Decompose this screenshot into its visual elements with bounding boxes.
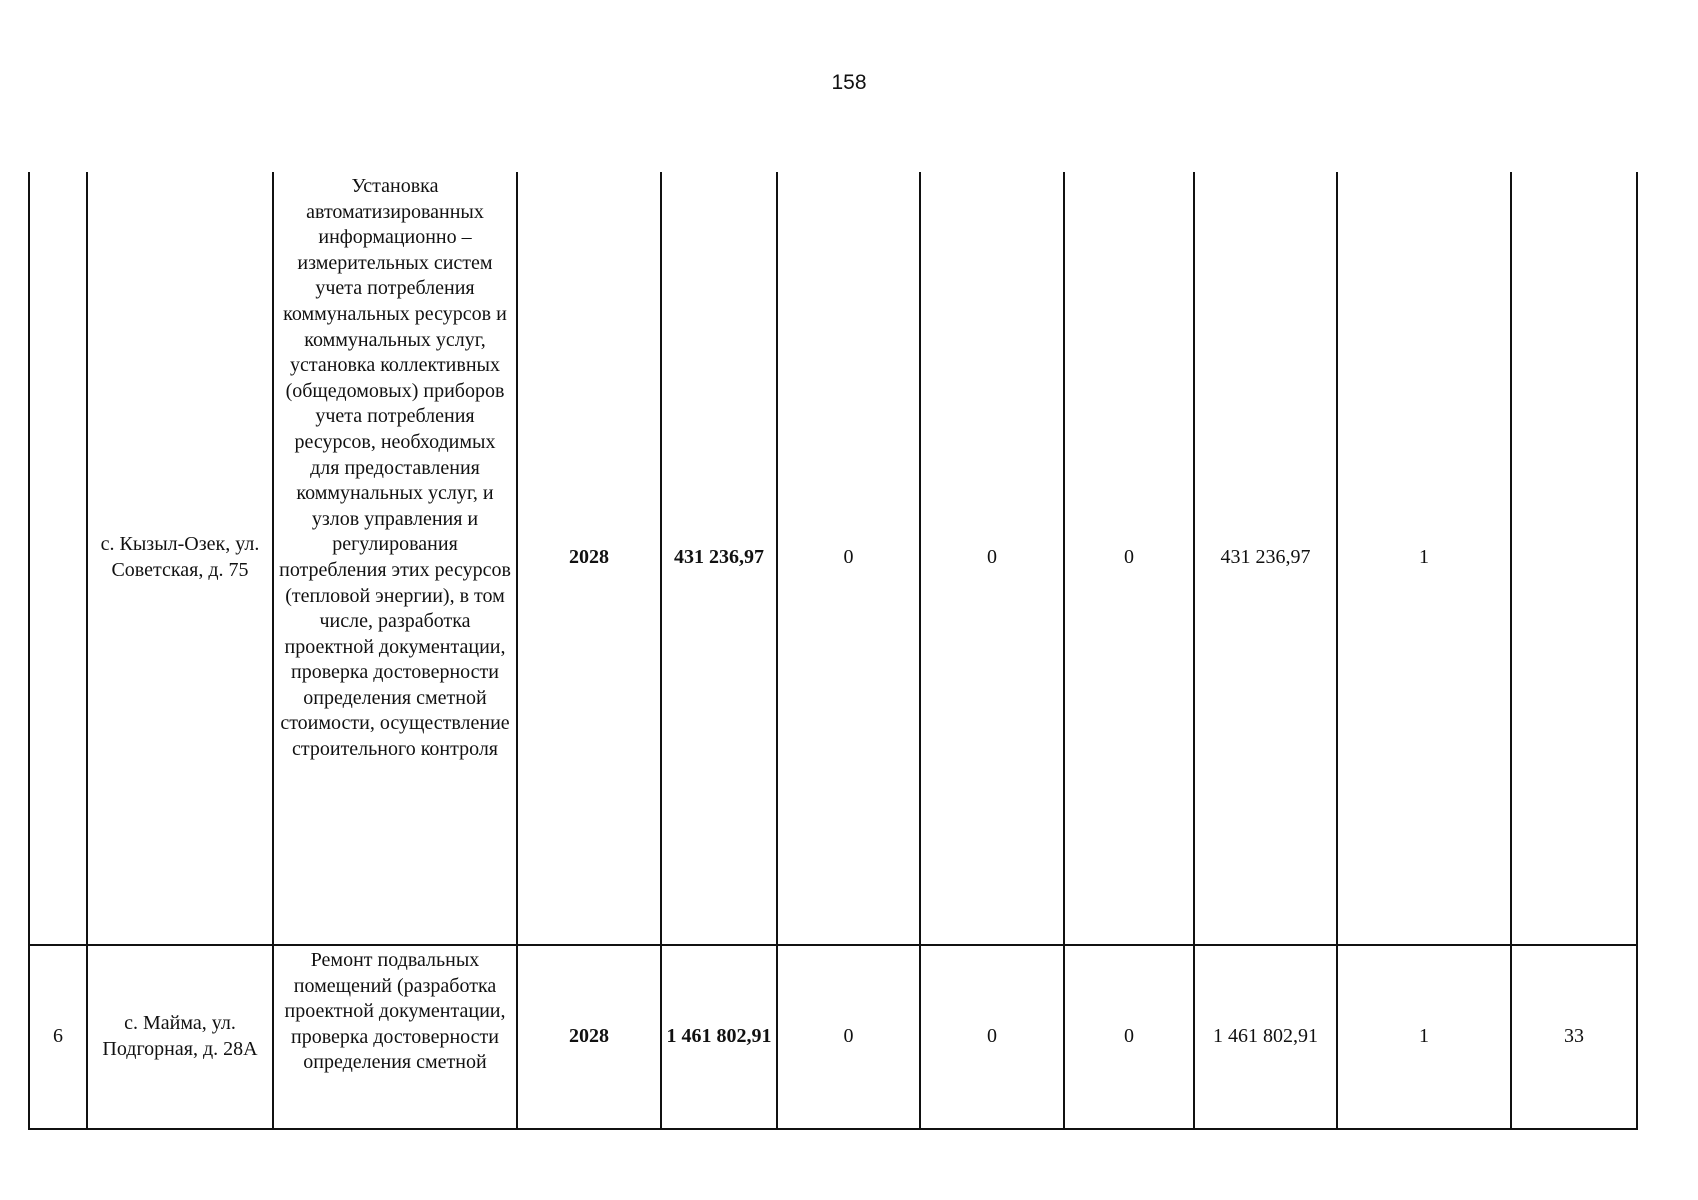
value-cell	[1511, 172, 1637, 945]
value-cell: 1	[1337, 172, 1511, 945]
total-cost-cell: 1 461 802,91	[661, 945, 777, 1129]
value-cell: 0	[1064, 945, 1194, 1129]
works-table	[28, 172, 1638, 1130]
value-cell: 431 236,97	[1194, 172, 1337, 945]
year-cell: 2028	[517, 172, 661, 945]
work-description-cell: Установка автоматизированных информационно – измерительных систем учета потребления коммунальных ресурсов и коммунальных услуг, установка коллективных (общедомовых) приборов учета потребления ресурсов, необходимых для предоставления коммунальных услуг, и узлов управления и регулирования потребления этих ресурсов (тепловой энергии), в том числе, разработка проектной документации, проверка достоверности определения сметной стоимости, осуществление строительного контроля	[273, 172, 517, 945]
work-description-cell	[273, 945, 517, 1129]
table-row	[29, 945, 1637, 1129]
year-cell: 2028	[517, 945, 661, 1129]
value-cell: 1 461 802,91	[1194, 945, 1337, 1129]
value-cell: 0	[777, 172, 920, 945]
total-cost-cell: 431 236,97	[661, 172, 777, 945]
value-cell: 0	[920, 172, 1064, 945]
table-row	[29, 172, 1637, 945]
value-cell: 0	[920, 945, 1064, 1129]
address-cell: с. Майма, ул. Подгорная, д. 28А	[87, 945, 273, 1129]
value-cell: 0	[777, 945, 920, 1129]
row-number-cell: 6	[29, 945, 87, 1129]
page-number: 158	[831, 71, 867, 94]
work-description-text: Ремонт подвальных помещений (разработка проектной документации, проверка достоверности определения сметной	[284, 949, 506, 1074]
value-cell: 33	[1511, 945, 1637, 1129]
row-number-cell	[29, 172, 87, 945]
value-cell: 1	[1337, 945, 1511, 1129]
value-cell: 0	[1064, 172, 1194, 945]
address-cell: с. Кызыл-Озек, ул. Советская, д. 75	[87, 172, 273, 945]
